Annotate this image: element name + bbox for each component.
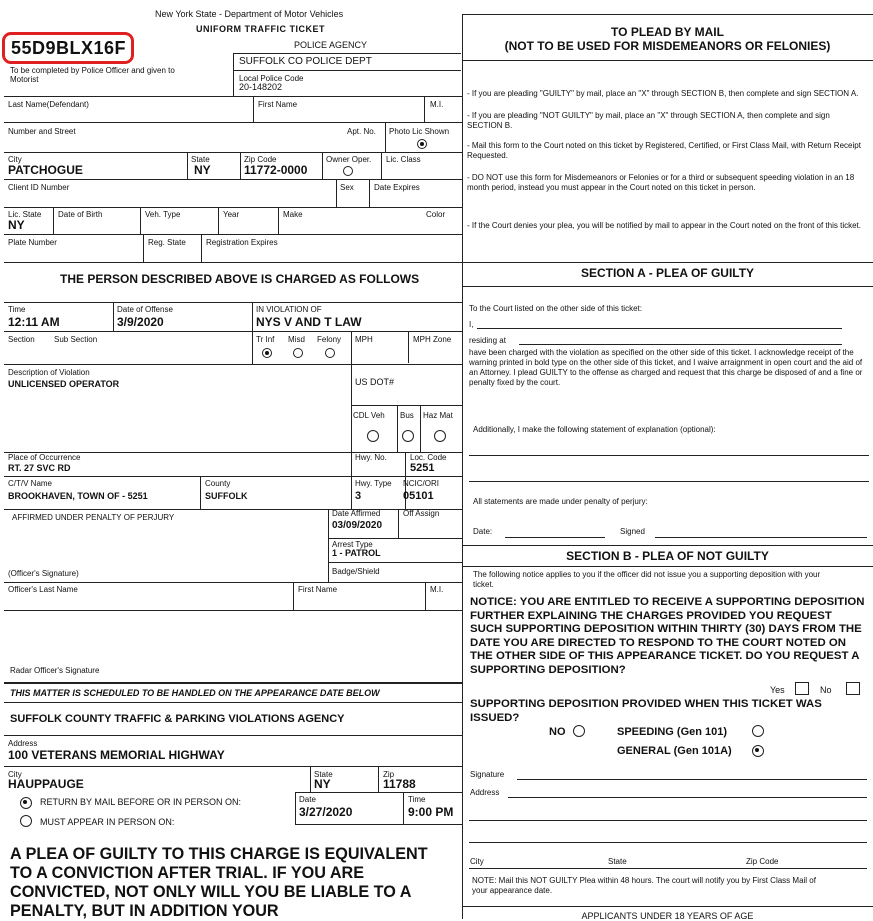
section-a-date-line[interactable]: [505, 537, 605, 538]
bus-label: Bus: [400, 411, 414, 420]
section-a-title: SECTION A - PLEA OF GUILTY: [580, 266, 755, 280]
address-label: Address: [470, 788, 500, 797]
applicants-under-18: APPLICANTS UNDER 18 YEARS OF AGE: [581, 911, 754, 921]
court-name: SUFFOLK COUNTY TRAFFIC & PARKING VIOLATIONS AGENCY: [10, 713, 345, 725]
no-option-label: NO: [549, 726, 566, 738]
signature-line[interactable]: [517, 779, 867, 780]
form-title: UNIFORM TRAFFIC TICKET: [196, 24, 325, 34]
haz-mat-radio[interactable]: [434, 430, 446, 442]
appearance-date-value: 3/27/2020: [299, 805, 353, 819]
lic-state-value: NY: [8, 218, 25, 232]
arrest-type-value: 1 - PATROL: [332, 548, 381, 558]
mail-instruction-2: - If you are pleading "NOT GUILTY" by mail, place an "X" through SECTION A, then complete and sign SECTION B.: [467, 111, 830, 130]
officer-first-name-label: First Name: [298, 585, 338, 594]
return-by-mail-radio[interactable]: [20, 797, 32, 809]
address-line-1[interactable]: [508, 797, 867, 798]
violation-value: NYS V AND T LAW: [256, 315, 362, 329]
court-city-label: City: [8, 770, 22, 779]
county-label: County: [205, 479, 231, 488]
general-radio[interactable]: [752, 745, 764, 757]
first-name-label: First Name: [258, 100, 298, 109]
zip-value: 11772-0000: [244, 163, 308, 177]
desc-violation-label: Description of Violation: [8, 368, 90, 377]
appearance-date-label: Date: [299, 795, 316, 804]
loc-code-label: Loc. Code: [410, 453, 447, 462]
hwy-type-value: 3: [355, 490, 362, 502]
court-city-value: HAUPPAUGE: [8, 777, 84, 791]
ticket-number: 55D9BLX16F: [11, 38, 127, 58]
veh-type-label: Veh. Type: [145, 210, 181, 219]
court-address-label: Address: [8, 739, 38, 748]
date-expires-label: Date Expires: [374, 183, 420, 192]
return-by-mail-text: RETURN BY MAIL BEFORE OR IN PERSON ON:: [40, 797, 242, 807]
ctv-value: BROOKHAVEN, TOWN OF - 5251: [8, 491, 148, 501]
client-id-label: Client ID Number: [8, 183, 70, 192]
photo-lic-label: Photo Lic Shown: [389, 127, 450, 136]
section-a-additionally: Additionally, I make the following statement of explanation (optional):: [473, 425, 716, 434]
hwy-no-label: Hwy. No.: [355, 453, 387, 462]
section-a-residing: residing at: [469, 336, 506, 345]
last-name-label: Last Name(Defendant): [8, 100, 89, 109]
court-zip-label: Zip: [383, 770, 395, 779]
plead-by-mail-title: TO PLEAD BY MAIL: [611, 25, 724, 39]
speeding-label: SPEEDING (Gen 101): [617, 726, 728, 738]
date-offense-value: 3/9/2020: [117, 315, 164, 329]
zip-label-b: Zip Code: [746, 857, 779, 866]
time-label: Time: [8, 305, 26, 314]
mi-label: M.I.: [430, 100, 444, 109]
appearance-time-value: 9:00 PM: [408, 805, 454, 819]
owner-oper-radio[interactable]: [343, 166, 353, 176]
badge-shield-label: Badge/Shield: [332, 567, 380, 576]
court-zip-value: 11788: [383, 777, 416, 791]
no-checkbox[interactable]: [846, 682, 860, 695]
city-label: City: [8, 155, 22, 164]
plead-by-mail-subtitle: (NOT TO BE USED FOR MISDEMEANORS OR FELONIES): [504, 39, 831, 53]
dob-label: Date of Birth: [58, 210, 103, 219]
city-label-b: City: [470, 857, 484, 866]
bus-radio[interactable]: [402, 430, 414, 442]
section-a-date-label: Date:: [473, 527, 493, 536]
ncic-value: 05101: [403, 490, 434, 502]
make-label: Make: [283, 210, 303, 219]
general-label: GENERAL (Gen 101A): [617, 745, 732, 757]
tr-inf-radio[interactable]: [262, 348, 272, 358]
ncic-label: NCIC/ORI: [403, 479, 439, 488]
yes-checkbox[interactable]: [795, 682, 809, 695]
felony-label: Felony: [317, 335, 342, 344]
place-occurrence-label: Place of Occurrence: [8, 453, 81, 462]
deposition-provided-question: SUPPORTING DEPOSITION PROVIDED WHEN THIS TICKET WAS ISSUED?: [470, 698, 822, 724]
desc-violation-value: UNLICENSED OPERATOR: [8, 379, 120, 389]
hwy-type-label: Hwy. Type: [355, 479, 392, 488]
haz-mat-label: Haz Mat: [423, 411, 453, 420]
violation-label: IN VIOLATION OF: [256, 305, 322, 314]
time-value: 12:11 AM: [8, 315, 60, 329]
local-police-code-label: Local Police Code: [239, 74, 304, 83]
felony-radio[interactable]: [325, 348, 335, 358]
street-label: Number and Street: [8, 127, 76, 136]
court-address-value: 100 VETERANS MEMORIAL HIGHWAY: [8, 748, 225, 762]
misd-radio[interactable]: [293, 348, 303, 358]
city-value: PATCHOGUE: [8, 163, 83, 177]
state-label: State: [191, 155, 210, 164]
section-a-signed-line[interactable]: [655, 537, 867, 538]
speeding-radio[interactable]: [752, 725, 764, 737]
court-state-label: State: [314, 770, 333, 779]
affirmed-text: AFFIRMED UNDER PENALTY OF PERJURY: [12, 513, 175, 522]
misd-label: Misd: [288, 335, 305, 344]
yes-label: Yes: [770, 685, 785, 695]
scheduled-text: THIS MATTER IS SCHEDULED TO BE HANDLED ON THE APPEARANCE DATE BELOW: [10, 688, 380, 698]
officer-signature-label: (Officer's Signature): [8, 569, 79, 578]
plate-label: Plate Number: [8, 238, 57, 247]
radar-officer-signature-label: Radar Officer's Signature: [10, 666, 100, 675]
officer-last-name-label: Officer's Last Name: [8, 585, 78, 594]
no-option-radio[interactable]: [573, 725, 585, 737]
subsection-label: Sub Section: [54, 335, 98, 344]
sex-label: Sex: [340, 183, 354, 192]
section-a-body: have been charged with the violation as specified on the other side of this ticket. I acknowledge receipt of the warning printed in bold type on the other side of this ticket, and I waive arraignment in open court and the aid of an Attorney. I plead GUILTY to the offense as charged and request that this charge be disposed of and a fine or penalty fixed by the court.: [469, 348, 863, 387]
mail-instruction-1: - If you are pleading "GUILTY" by mail, place an "X" through SECTION B, then complete and sign SECTION A.: [467, 89, 859, 98]
cdl-veh-label: CDL Veh: [353, 411, 385, 420]
court-state-value: NY: [314, 777, 331, 791]
not-guilty-note: NOTE: Mail this NOT GUILTY Plea within 48 hours. The court will notify you by First Class Mail of your appearance date.: [472, 876, 816, 895]
section-b-notice: NOTICE: YOU ARE ENTITLED TO RECEIVE A SUPPORTING DEPOSITION FURTHER EXPLAINING THE CHARGES PROVIDED YOU REQUEST SUCH SUPPORTING DEPOSITION WITHIN THIRTY (30) DAYS FROM THE DATE YOU ARE DIRECTED TO RESPOND TO THE COURT NOTED ON THE OTHER SIDE OF THIS APPEARANCE TICKET. DO YOU REQUEST A SUPPORTING DEPOSITION?: [470, 596, 865, 676]
section-label: Section: [8, 335, 35, 344]
state-value: NY: [194, 163, 211, 177]
place-occurrence-value: RT. 27 SVC RD: [8, 463, 71, 473]
no-label: No: [820, 685, 832, 695]
section-b-notice-small: The following notice applies to you if the officer did not issue you a supporting deposition with your ticket.: [473, 570, 821, 589]
date-affirmed-label: Date Affirmed: [332, 509, 381, 518]
reg-expires-label: Registration Expires: [206, 238, 278, 247]
off-assign-label: Off Assign: [403, 509, 440, 518]
address-line-2[interactable]: [469, 820, 867, 821]
mail-instruction-5: - If the Court denies your plea, you will be notified by mail to appear in the Court noted on the front of this ticket.: [467, 221, 861, 230]
ctv-label: C/T/V Name: [8, 479, 53, 488]
lic-state-label: Lic. State: [8, 210, 42, 219]
must-appear-text: MUST APPEAR IN PERSON ON:: [40, 817, 175, 827]
mph-zone-label: MPH Zone: [413, 335, 452, 344]
must-appear-radio[interactable]: [20, 815, 32, 827]
section-a-i: I,: [469, 320, 474, 329]
owner-oper-label: Owner Oper.: [326, 155, 372, 164]
county-value: SUFFOLK: [205, 491, 248, 501]
address-line-3[interactable]: [469, 842, 867, 843]
tr-inf-label: Tr Inf: [256, 335, 275, 344]
lic-class-label: Lic. Class: [386, 155, 421, 164]
plea-warning: A PLEA OF GUILTY TO THIS CHARGE IS EQUIVALENT TO A CONVICTION AFTER TRIAL. IF YOU ARE CONVICTED, NOT ONLY WILL YOU BE LIABLE TO A PENALTY, BUT IN ADDITION YOUR: [10, 845, 428, 920]
year-label: Year: [223, 210, 240, 219]
agency-name: New York State - Department of Motor Vehicles: [155, 9, 344, 19]
loc-code-value: 5251: [410, 462, 435, 474]
apt-label: Apt. No.: [347, 127, 376, 136]
officer-mi-label: M.I.: [430, 585, 444, 594]
arrest-type-label: Arrest Type: [332, 540, 373, 549]
color-label: Color: [426, 210, 446, 219]
police-agency-value: SUFFOLK CO POLICE DEPT: [239, 56, 372, 67]
officer-instruction: To be completed by Police Officer and given to Motorist: [10, 66, 175, 84]
section-a-to-court: To the Court listed on the other side of this ticket:: [469, 304, 642, 313]
mph-label: MPH: [355, 335, 373, 344]
section-a-signed-label: Signed: [620, 527, 645, 536]
zip-label: Zip Code: [244, 155, 277, 164]
charge-heading: THE PERSON DESCRIBED ABOVE IS CHARGED AS FOLLOWS: [60, 272, 420, 286]
date-affirmed-value: 03/09/2020: [332, 520, 383, 531]
state-label-b: State: [608, 857, 627, 866]
police-agency-label: POLICE AGENCY: [294, 40, 368, 50]
mail-instruction-3: - Mail this form to the Court noted on this ticket by Registered, Certified, or First Class Mail, with Return Receipt Requested.: [467, 141, 861, 160]
section-a-perjury: All statements are made under penalty of perjury:: [473, 497, 648, 506]
reg-state-label: Reg. State: [148, 238, 186, 247]
signature-label: Signature: [470, 770, 505, 779]
usdot-label: US DOT#: [355, 377, 395, 387]
date-offense-label: Date of Offense: [117, 305, 173, 314]
photo-lic-shown-radio[interactable]: [417, 139, 427, 149]
cdl-veh-radio[interactable]: [367, 430, 379, 442]
mail-instruction-4: - DO NOT use this form for Misdemeanors or Felonies or for a third or subsequent speeding violation in an 18 month period, instead you must appear in the Court noted on this ticket in person.: [467, 173, 855, 192]
local-police-code-value: 20-148202: [239, 82, 283, 92]
section-b-title: SECTION B - PLEA OF NOT GUILTY: [566, 549, 769, 563]
appearance-time-label: Time: [408, 795, 426, 804]
